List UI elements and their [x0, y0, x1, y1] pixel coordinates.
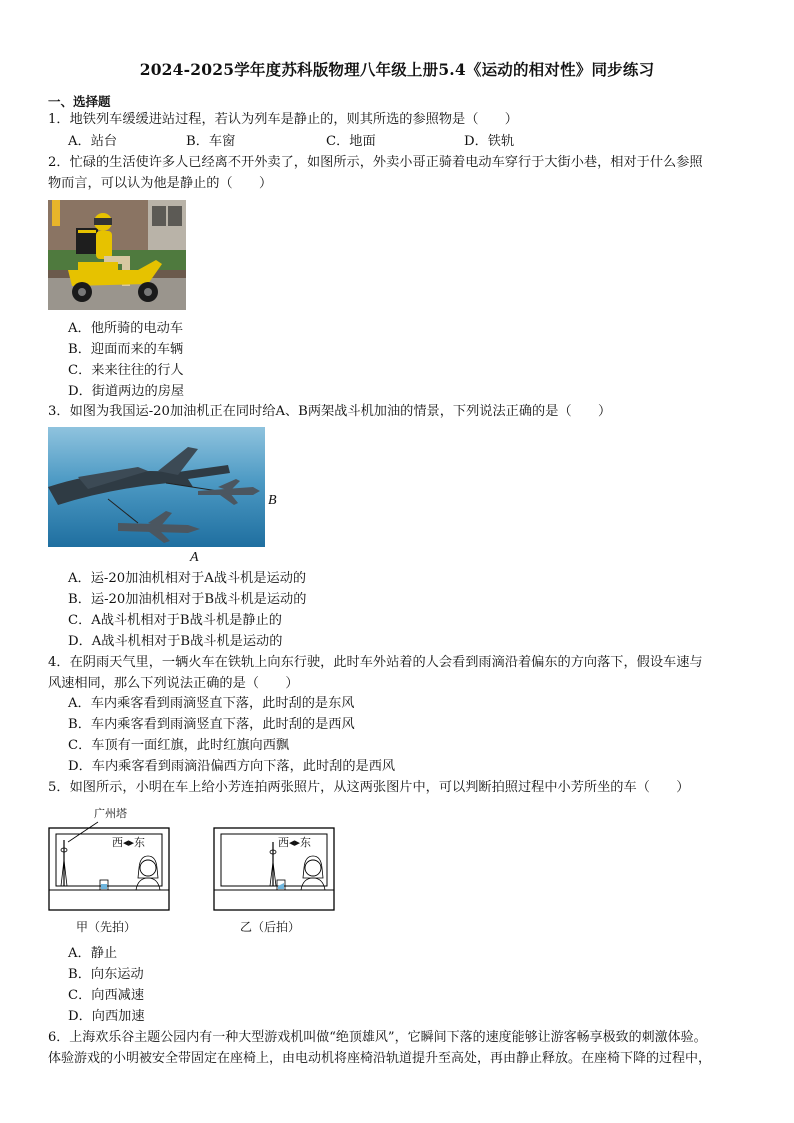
q3-option-a[interactable]: A．运-20加油机相对于A战斗机是运动的 [68, 571, 307, 586]
q6-stem-line1: 6．上海欢乐谷主题公园内有一种大型游戏机叫做“绝顶雄风”，它瞬间下落的速度能够让游客畅享极致的刺激体验。 [48, 1030, 707, 1045]
q3-stem: 3．如图为我国运-20加油机正在同时给A、B两架战斗机加油的情景，下列说法正确的是（ ） [48, 404, 612, 419]
photo-b-diagram [213, 820, 337, 912]
page-title: 2024-2025学年度苏科版物理八年级上册5.4《运动的相对性》同步练习 [139, 60, 655, 79]
q4-option-b[interactable]: B．车内乘客看到雨滴竖直下落，此时刮的是西风 [68, 717, 355, 732]
caption-photo-b: 乙（后拍） [240, 920, 301, 934]
q3-option-d[interactable]: D．A战斗机相对于B战斗机是运动的 [68, 634, 283, 649]
q5-option-d[interactable]: D．向西加速 [68, 1009, 145, 1024]
q4-option-d[interactable]: D．车内乘客看到雨滴沿偏西方向下落，此时刮的是西风 [68, 759, 396, 774]
direction-label-b: 西◂▸东 [278, 836, 312, 849]
caption-photo-a: 甲（先拍） [76, 920, 137, 934]
q5-option-a[interactable]: A．静止 [68, 946, 118, 961]
fighter-b-label: B [268, 493, 277, 508]
q4-option-a[interactable]: A．车内乘客看到雨滴竖直下落，此时刮的是东风 [68, 696, 355, 711]
q2-stem-line2: 物而言，可以认为他是静止的（ ） [48, 176, 273, 191]
q5-option-c[interactable]: C．向西减速 [68, 988, 145, 1003]
direction-label-a: 西◂▸东 [112, 836, 146, 849]
q4-stem-line1: 4．在阴雨天气里，一辆火车在铁轨上向东行驶，此时车外站着的人会看到雨滴沿着偏东的方向落下，假设车速与 [48, 655, 703, 670]
q2-option-a[interactable]: A．他所骑的电动车 [68, 321, 184, 336]
q2-option-b[interactable]: B．迎面而来的车辆 [68, 342, 184, 357]
q3-option-c[interactable]: C．A战斗机相对于B战斗机是静止的 [68, 613, 282, 628]
canton-tower-label: 广州塔 [94, 807, 127, 820]
q5-option-b[interactable]: B．向东运动 [68, 967, 144, 982]
fighter-a-label: A [190, 550, 199, 565]
q1-option-d[interactable]: D．铁轨 [464, 134, 515, 149]
q1-option-a[interactable]: A．站台 [68, 134, 118, 149]
q1-option-c[interactable]: C．地面 [326, 134, 376, 149]
q4-option-c[interactable]: C．车顶有一面红旗，此时红旗向西飘 [68, 738, 290, 753]
q6-stem-line2: 体验游戏的小明被安全带固定在座椅上，由电动机将座椅沿轨道提升至高处，再由静止释放。在座椅下降的过程中， [48, 1051, 712, 1066]
aerial-refueling-photo [48, 427, 265, 547]
q2-option-d[interactable]: D．街道两边的房屋 [68, 384, 185, 399]
delivery-rider-photo [48, 200, 186, 310]
q5-stem: 5．如图所示，小明在车上给小芳连拍两张照片，从这两张图片中，可以判断拍照过程中小芳所坐的车（ ） [48, 780, 690, 795]
q3-option-b[interactable]: B．运-20加油机相对于B战斗机是运动的 [68, 592, 307, 607]
q4-stem-line2: 风速相同，那么下列说法正确的是（ ） [48, 676, 299, 691]
q2-stem-line1: 2．忙碌的生活使许多人已经离不开外卖了，如图所示，外卖小哥正骑着电动车穿行于大街小巷，相对于什么参照 [48, 155, 703, 170]
photo-a-diagram [48, 820, 172, 912]
q1-option-b[interactable]: B．车窗 [186, 134, 236, 149]
q1-stem: 1．地铁列车缓缓进站过程，若认为列车是静止的，则其所选的参照物是（ ） [48, 112, 518, 127]
section-heading: 一、选择题 [48, 94, 111, 109]
q2-option-c[interactable]: C．来来往往的行人 [68, 363, 184, 378]
